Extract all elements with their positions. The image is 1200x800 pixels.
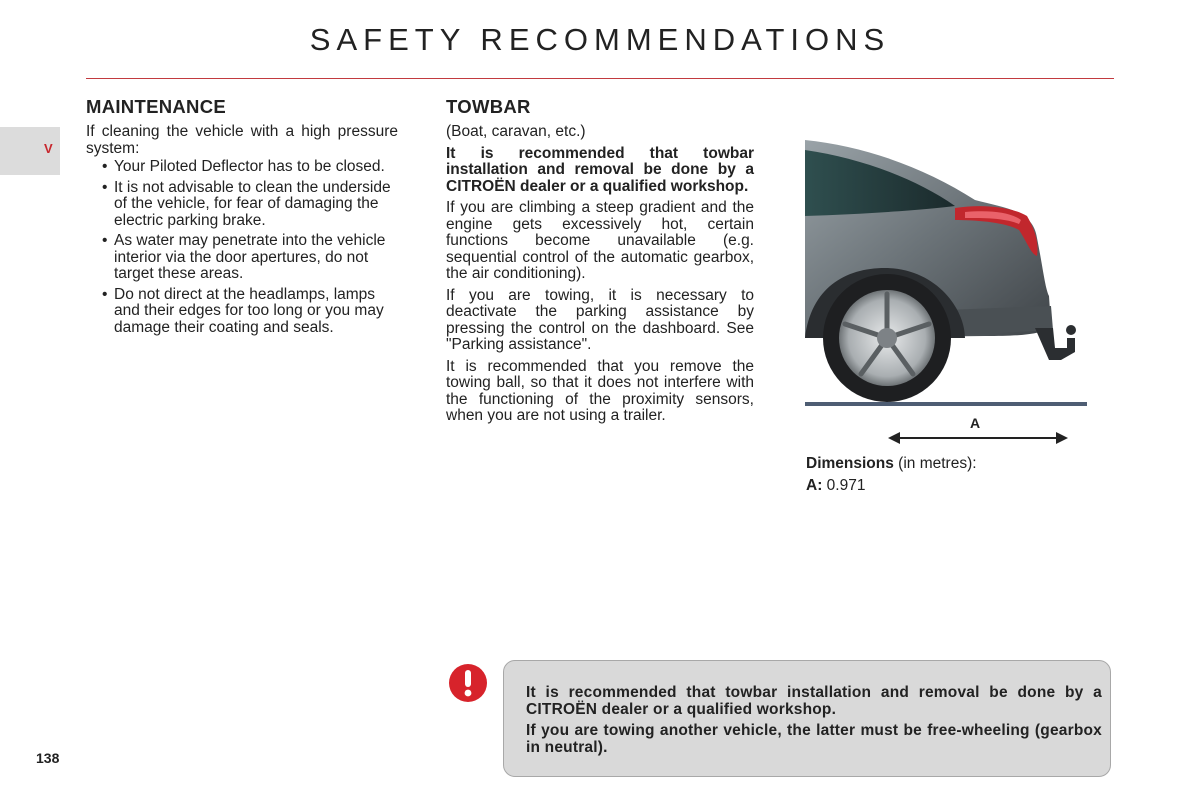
towbar-section <box>446 96 754 430</box>
towbar-heading: TOWBAR <box>446 96 531 117</box>
figure-caption <box>806 453 1106 497</box>
warning-line: If you are towing another vehicle, the latter must be free-wheeling (gearbox in neutral). <box>526 722 1102 756</box>
maintenance-section <box>86 96 398 340</box>
towbar-paragraph: If you are towing, it is necessary to deactivate the parking assistance by pressing the control on the dashboard. See "Parking assistance". <box>446 286 754 353</box>
chapter-tab-label: V <box>44 141 53 156</box>
towbar-paragraph: It is recommended that you remove the towing ball, so that it does not interfere with the functioning of the proximity sensors, when you are not using a trailer. <box>446 357 754 424</box>
list-item: • Your Piloted Deflector has to be closed. <box>102 159 398 176</box>
maintenance-intro: If cleaning the vehicle with a high pressure system: <box>86 123 398 157</box>
page-title: SAFETY RECOMMENDATIONS <box>309 22 891 57</box>
page-number: 138 <box>36 750 60 766</box>
list-item: • It is not advisable to clean the underside of the vehicle, for fear of damaging the electric parking brake. <box>102 180 398 230</box>
list-item: • As water may penetrate into the vehicle interior via the door apertures, do not target these areas. <box>102 233 398 283</box>
towbar-paragraph: If you are climbing a steep gradient and the engine gets excessively hot, certain functions become unavailable (e.g. sequential control of the automatic gearbox, the air conditioning). <box>446 199 754 282</box>
title-divider <box>86 78 1114 79</box>
towbar-subtitle: (Boat, caravan, etc.) <box>446 123 586 140</box>
dimension-label: A <box>970 415 981 431</box>
warning-line: It is recommended that towbar installation and removal be done by a CITROËN dealer or a qualified workshop. <box>526 684 1102 718</box>
caption-suffix: (in metres): <box>893 455 977 472</box>
dimension-value: 0.971 <box>822 477 866 494</box>
towbar-bold-note: It is recommended that towbar installation and removal be done by a CITROËN dealer or a qualified workshop. <box>446 144 754 195</box>
caption-label: Dimensions <box>806 455 894 472</box>
exclamation-icon <box>448 663 488 703</box>
warning-text <box>526 685 1102 761</box>
dimension-value-label: A: <box>806 477 823 494</box>
car-rear-towbar-illustration <box>805 138 1087 410</box>
list-item: • Do not direct at the headlamps, lamps and their edges for too long or you may damage their coating and seals. <box>102 287 398 337</box>
warning-box <box>503 660 1111 777</box>
maintenance-heading: MAINTENANCE <box>86 96 226 117</box>
maintenance-list <box>86 159 398 336</box>
chapter-tab <box>0 127 60 175</box>
